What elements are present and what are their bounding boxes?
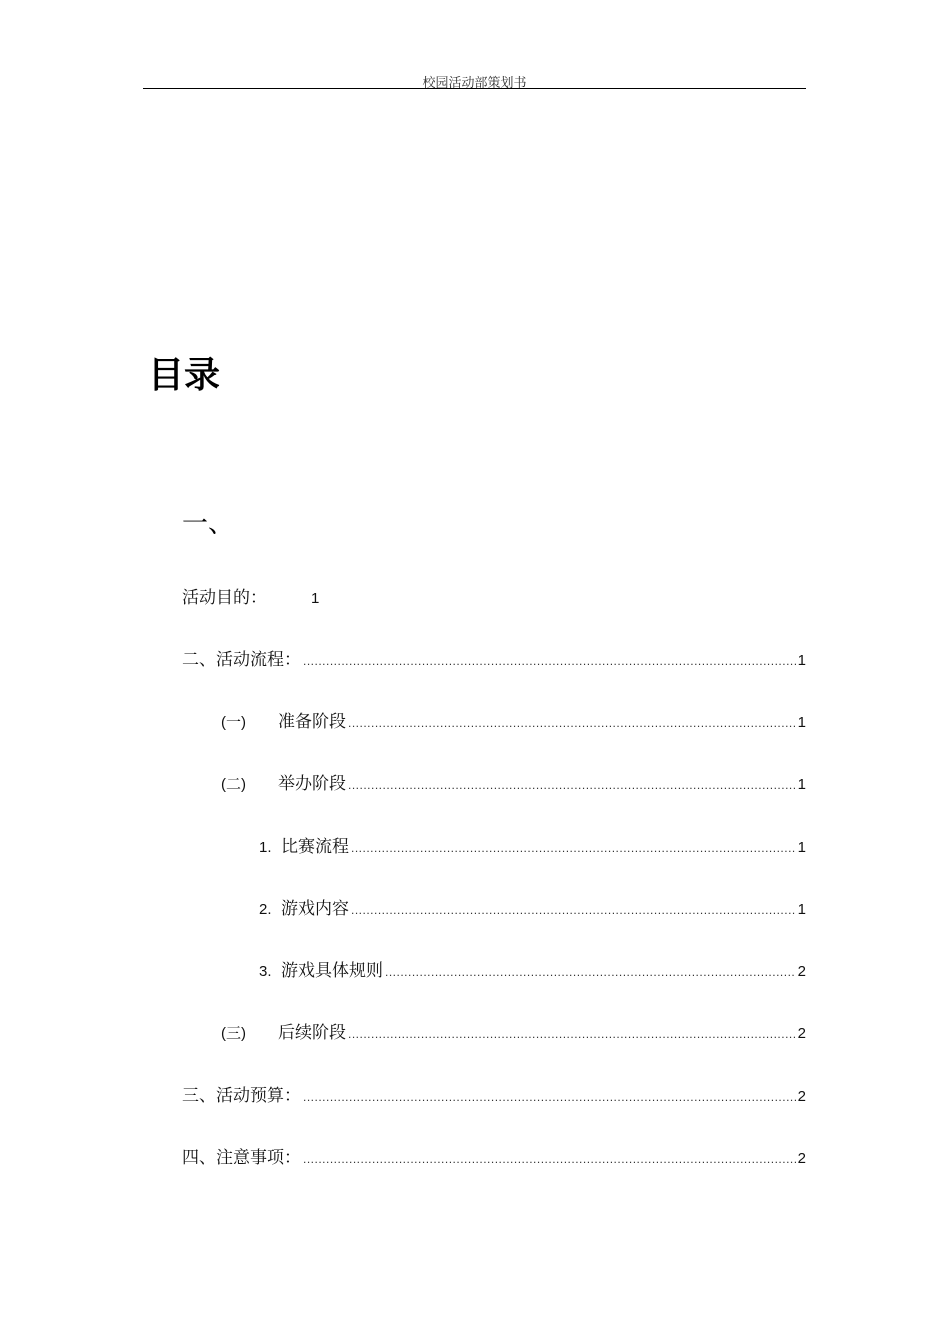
- toc-leader-dots: [348, 1022, 796, 1046]
- toc-entry-text: 三、活动预算：: [182, 1086, 301, 1106]
- toc-leader-dots: [351, 836, 796, 860]
- toc-entry-page: 2: [797, 1025, 806, 1042]
- toc-entry-text: 后续阶段: [278, 1023, 346, 1043]
- toc-entry-preparation[interactable]: [221, 710, 806, 734]
- header-rule: [143, 88, 806, 89]
- toc-entry-purpose[interactable]: [182, 586, 319, 610]
- toc-section-one-label: 一、: [182, 509, 235, 539]
- toc-entry-number: (三): [221, 1025, 246, 1042]
- toc-entry-number: (一): [221, 714, 246, 731]
- toc-entry-text: 游戏具体规则: [281, 961, 383, 981]
- toc-entry-text: 四、注意事项：: [182, 1148, 301, 1168]
- toc-entry-page: 1: [797, 714, 806, 731]
- toc-entry-page: 2: [797, 963, 806, 980]
- toc-entry-page: 1: [797, 652, 806, 669]
- toc-entry-game-content[interactable]: [259, 897, 806, 921]
- toc-entry-process[interactable]: [182, 648, 806, 672]
- toc-entry-number: 3.: [259, 963, 272, 980]
- toc-leader-dots: [351, 898, 796, 922]
- toc-leader-dots: [303, 649, 796, 673]
- toc-leader-dots: [348, 711, 796, 735]
- toc-entry-page: 2: [797, 1088, 806, 1105]
- toc-heading: 目录: [148, 355, 221, 396]
- toc-entry-page: 1: [311, 590, 320, 607]
- toc-leader-dots: [385, 960, 796, 984]
- toc-entry-number: 2.: [259, 901, 272, 918]
- toc-leader-dots: [303, 1147, 796, 1171]
- toc-entry-page: 1: [797, 839, 806, 856]
- toc-entry-number: (二): [221, 776, 246, 793]
- toc-entry-text: 二、活动流程：: [182, 650, 301, 670]
- toc-leader-dots: [348, 773, 796, 797]
- toc-entry-page: 2: [797, 1150, 806, 1167]
- toc-entry-budget[interactable]: [182, 1084, 806, 1108]
- toc-entry-text: 游戏内容: [281, 899, 349, 919]
- toc-entry-follow-up[interactable]: [221, 1021, 806, 1045]
- toc-entry-hosting[interactable]: [221, 772, 806, 796]
- toc-entry-text: 比赛流程: [281, 837, 349, 857]
- toc-entry-number: 1.: [259, 839, 272, 856]
- toc-leader-dots: [303, 1085, 796, 1109]
- toc-entry-notes[interactable]: [182, 1146, 806, 1170]
- header-title: 校园活动部策划书: [422, 76, 527, 91]
- toc-entry-page: 1: [797, 901, 806, 918]
- toc-entry-page: 1: [797, 776, 806, 793]
- toc-entry-text: 活动目的：: [182, 588, 267, 608]
- toc-entry-text: 举办阶段: [278, 774, 346, 794]
- toc-entry-competition-flow[interactable]: [259, 835, 806, 859]
- toc-entry-text: 准备阶段: [278, 712, 346, 732]
- toc-entry-game-rules[interactable]: [259, 959, 806, 983]
